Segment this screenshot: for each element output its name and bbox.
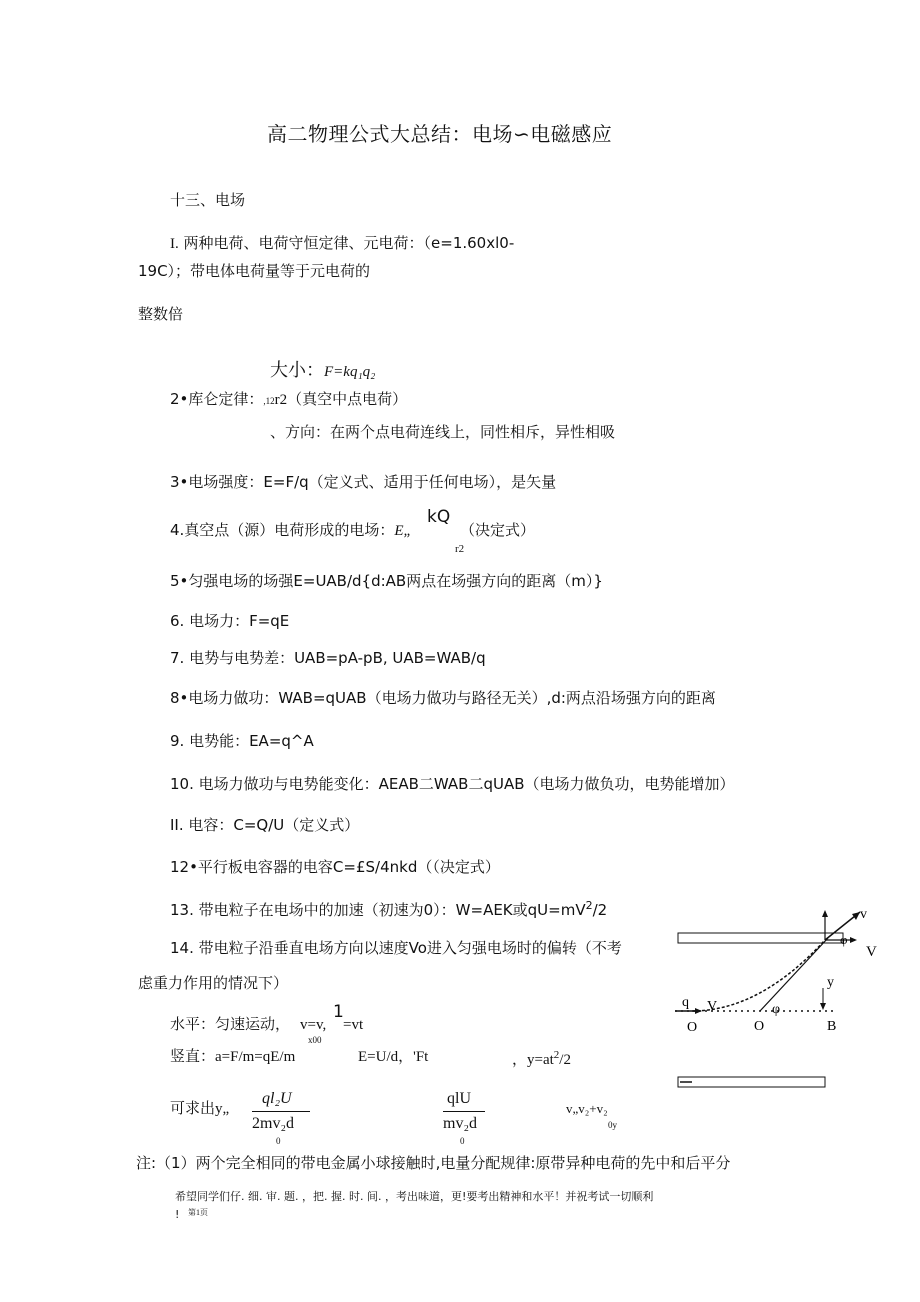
coulomb-size-label: 大小： bbox=[270, 360, 324, 381]
item-8: 8•电场力做功：WAB=qUAB（电场力做功与路径无关）,d:两点沿场强方向的距离 bbox=[170, 689, 716, 707]
entry-velocity-arrowhead bbox=[695, 1008, 702, 1014]
label-v-in: V bbox=[707, 999, 718, 1014]
vertical-tail: /2 bbox=[559, 1052, 571, 1068]
footer-mark: ! bbox=[175, 1208, 180, 1221]
item-13-tail: /2 bbox=[592, 901, 608, 919]
item-1-text: 两种电荷、电荷守恒定律、元电荷：（e=1.60xl0- bbox=[183, 234, 515, 252]
vertical-mid: E=U/d，'Ft bbox=[358, 1049, 429, 1065]
item-1-number: I. bbox=[170, 236, 179, 252]
result-sub-2: 0 bbox=[460, 1136, 465, 1146]
item-13 bbox=[170, 900, 607, 918]
result-denominator-1: 2mv₂d bbox=[252, 1115, 295, 1132]
vertical-right bbox=[512, 1050, 571, 1068]
horizontal-component-arrowhead bbox=[850, 937, 857, 943]
y-displacement-arrowhead bbox=[820, 1003, 826, 1010]
label-b: B bbox=[827, 1019, 837, 1034]
page-title: 高二物理公式大总结：电场∽电磁感应 bbox=[267, 122, 613, 146]
label-o-mid: O bbox=[754, 1019, 765, 1034]
result-label: 可求出y„ bbox=[170, 1101, 230, 1117]
bottom-plate bbox=[678, 1077, 825, 1087]
item-9: 9. 电势能：EA=q^A bbox=[170, 732, 314, 750]
item-3: 3•电场强度：E=F/q（定义式、适用于任何电场），是矢量 bbox=[170, 473, 557, 491]
item-4-note: （决定式） bbox=[460, 521, 536, 539]
item-2-sub: ,12 bbox=[263, 396, 275, 406]
item-4-e: E„ bbox=[394, 523, 412, 539]
item-14: 14. 带电粒子沿垂直电场方向以速度Vo进入匀强电场时的偏转（不考 bbox=[170, 939, 622, 957]
coulomb-size-formula: F=kq₁q₂ bbox=[324, 364, 376, 380]
result-fraction-bar-1 bbox=[252, 1111, 310, 1112]
label-q: q bbox=[682, 995, 689, 1010]
item-12: 12•平行板电容器的电容C=£S/4nkd（（决定式） bbox=[170, 858, 500, 876]
footer-wish: 希望同学们仔. 细. 审. 题. ，把. 握. 时. 间. ，考出味道，更!要考出精神和水平！并祝考试一切顺利 bbox=[175, 1190, 654, 1203]
horizontal-one: 1 bbox=[333, 1002, 344, 1022]
deflection-diagram bbox=[670, 900, 895, 1100]
result-denominator-2: mv₂d bbox=[443, 1115, 478, 1132]
vertical-right-text: ，y=at bbox=[512, 1052, 554, 1068]
result-numerator-2: qlU bbox=[447, 1090, 471, 1107]
item-2-number: 2• bbox=[170, 390, 189, 408]
label-y: y bbox=[827, 975, 834, 990]
item-14-continuation: 虑重力作用的情况下） bbox=[138, 974, 289, 992]
label-o-left: O bbox=[687, 1020, 698, 1035]
result-sub-1: 0 bbox=[276, 1136, 281, 1146]
item-1-continuation: 19C）；带电体电荷量等于元电荷的 bbox=[138, 262, 371, 280]
horizontal-sub: x00 bbox=[308, 1035, 322, 1045]
item-13-text: 13. 带电粒子在电场中的加速（初速为0）：W=AEK或qU=mV bbox=[170, 901, 586, 919]
result-numerator-1: ql₂U bbox=[262, 1090, 292, 1107]
item-1 bbox=[170, 236, 514, 252]
velocity-extension-line bbox=[760, 938, 828, 1011]
item-2-note: （真空中点电荷） bbox=[287, 390, 408, 408]
item-11: II. 电容：C=Q/U（定义式） bbox=[170, 816, 360, 834]
note-line: 注:（1）两个完全相同的带电金属小球接触时,电量分配规律:原带异种电荷的先中和后平分 bbox=[136, 1154, 731, 1172]
label-v-top: v bbox=[860, 907, 867, 922]
vertical-sup: 2 bbox=[553, 1049, 560, 1061]
vertical-motion-label: 竖直：a=F/m=qE/m bbox=[170, 1049, 296, 1065]
result-velocity-sub: 0y bbox=[608, 1120, 617, 1130]
item-13-sup: 2 bbox=[585, 899, 593, 912]
horizontal-vt: =vt bbox=[343, 1017, 364, 1033]
item-1-continuation-2: 整数倍 bbox=[138, 305, 184, 323]
coulomb-size-line bbox=[270, 362, 375, 380]
item-2-text: 库仑定律： bbox=[188, 390, 264, 408]
label-v-right: V bbox=[866, 944, 877, 960]
velocity-arrowhead bbox=[852, 912, 860, 920]
item-2-r2: r2 bbox=[274, 392, 288, 408]
top-plate bbox=[678, 933, 843, 943]
result-velocity: v„v₂+v₂ bbox=[566, 1101, 608, 1116]
item-4-text: 4.真空点（源）电荷形成的电场： bbox=[170, 521, 395, 539]
item-4 bbox=[170, 523, 412, 539]
item-7: 7. 电势与电势差：UAB=pA-pB, UAB=WAB/q bbox=[170, 649, 486, 667]
item-4-r2: r2 bbox=[455, 543, 465, 555]
label-phi-bottom: φ bbox=[772, 1002, 781, 1017]
item-6: 6. 电场力：F=qE bbox=[170, 612, 290, 630]
item-10: 10. 电场力做功与电势能变化：AEAB二WAB二qUAB（电场力做负功，电势能增加） bbox=[170, 775, 735, 793]
label-phi-top: φ bbox=[840, 932, 848, 947]
item-4-kq: kQ bbox=[427, 507, 451, 527]
result-fraction-bar-2 bbox=[443, 1111, 485, 1112]
footer-page-number: 第1页 bbox=[188, 1208, 208, 1217]
coulomb-direction: 、方向：在两个点电荷连线上，同性相斥，异性相吸 bbox=[270, 423, 616, 441]
vertical-component-arrowhead bbox=[822, 910, 828, 917]
item-5: 5•匀强电场的场强E=UAB/d{d:AB两点在场强方向的距离（m）} bbox=[170, 572, 603, 590]
horizontal-formula: v=v, bbox=[300, 1017, 327, 1033]
item-2 bbox=[170, 392, 407, 408]
section-heading: 十三、电场 bbox=[170, 191, 246, 209]
horizontal-motion-label: 水平：匀速运动， bbox=[170, 1017, 291, 1033]
